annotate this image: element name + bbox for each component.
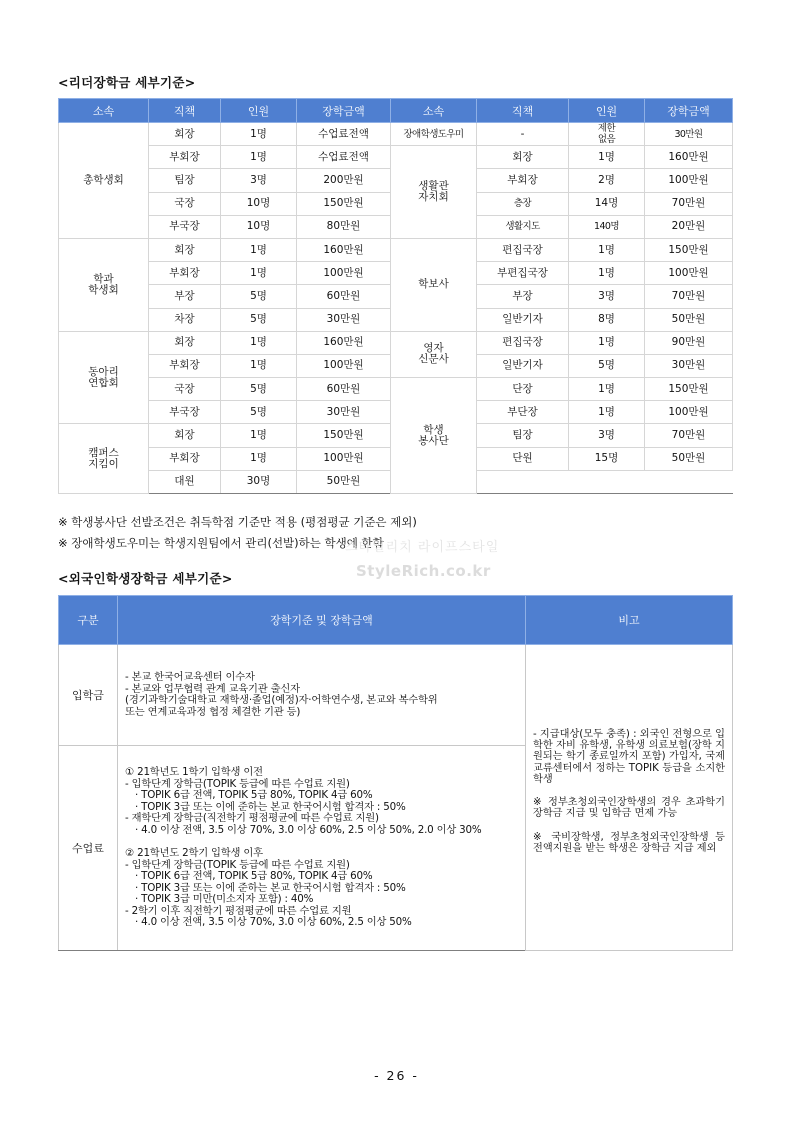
col-header: 직책 — [149, 99, 221, 123]
table-header-row — [59, 99, 733, 123]
amount: 20만원 — [645, 215, 733, 238]
count: 1명 — [221, 238, 297, 261]
criteria-line: 또는 연계교육과정 협정 체결한 기관 등) — [125, 705, 301, 718]
position: 국장 — [149, 192, 221, 215]
count: 8명 — [569, 308, 645, 331]
amount: 70만원 — [645, 192, 733, 215]
count: 10명 — [221, 192, 297, 215]
amount: 160만원 — [297, 238, 391, 261]
amount: 150만원 — [645, 238, 733, 261]
col-header: 장학금액 — [297, 99, 391, 123]
criteria-line: · 4.0 이상 전액, 3.5 이상 70%, 3.0 이상 60%, 2.5 이상 50% — [135, 916, 412, 929]
criteria-line: - 본교와 업무협력 관계 교육기관 출신자 — [125, 682, 300, 695]
position: 생활지도 — [477, 215, 569, 238]
position: 부회장 — [149, 146, 221, 169]
criteria-line: - 2학기 이후 직전학기 평점평균에 따른 수업료 지원 — [125, 904, 352, 917]
count: 1명 — [569, 401, 645, 424]
criteria-line: - 입학단계 장학금(TOPIK 등급에 따른 수업료 지원) — [125, 858, 350, 871]
position: 부국장 — [149, 215, 221, 238]
count: 1명 — [221, 123, 297, 146]
position: 부회장 — [477, 169, 569, 192]
count: 10명 — [221, 215, 297, 238]
position: 회장 — [149, 238, 221, 261]
amount: 200만원 — [297, 169, 391, 192]
position: 편집국장 — [477, 331, 569, 354]
amount: 30만원 — [297, 401, 391, 424]
amount: 30만원 — [297, 308, 391, 331]
count: 제한 없음 — [569, 123, 645, 146]
amount: 50만원 — [645, 308, 733, 331]
position: 팀장 — [149, 169, 221, 192]
amount: 수업료전액 — [297, 146, 391, 169]
count: 3명 — [569, 285, 645, 308]
group-name: 장애학생도우미 — [391, 123, 477, 146]
remarks — [526, 645, 733, 951]
col-header: 장학기준 및 장학금액 — [118, 596, 526, 645]
count: 3명 — [569, 424, 645, 447]
foreign-scholarship-table — [58, 595, 733, 951]
count: 1명 — [569, 262, 645, 285]
count: 15명 — [569, 447, 645, 470]
position: 부편집국장 — [477, 262, 569, 285]
criteria-line: ① 21학년도 1학기 입학생 이전 — [125, 766, 263, 779]
amount: 30만원 — [645, 123, 733, 146]
position: 회장 — [149, 331, 221, 354]
position: 회장 — [477, 146, 569, 169]
count: 14명 — [569, 192, 645, 215]
category-admission: 입학금 — [59, 645, 118, 746]
amount: 100만원 — [297, 447, 391, 470]
count: 2명 — [569, 169, 645, 192]
group-name: 총학생회 — [59, 123, 149, 239]
count: 140명 — [569, 215, 645, 238]
page-number: - 26 - — [374, 1068, 419, 1083]
position: 부국장 — [149, 401, 221, 424]
criteria-line: (경기과학기술대학교 재학생·졸업(예정)자·어학연수생, 본교와 복수학위 — [125, 694, 438, 706]
admission-criteria — [118, 645, 526, 746]
count: 5명 — [569, 354, 645, 377]
position: 팀장 — [477, 424, 569, 447]
count: 5명 — [221, 401, 297, 424]
table-row — [59, 331, 733, 354]
group-name: 학생 봉사단 — [391, 378, 477, 494]
position: 차장 — [149, 308, 221, 331]
position: 편집국장 — [477, 238, 569, 261]
amount: 150만원 — [297, 192, 391, 215]
criteria-line: - 입학단계 장학금(TOPIK 등급에 따른 수업료 지원) — [125, 777, 350, 790]
col-header: 직책 — [477, 99, 569, 123]
group-name: 캠퍼스 지킴이 — [59, 424, 149, 494]
note-item: ※ 학생봉사단 선발조건은 취득학점 기준만 적용 (평점평균 기준은 제외) — [58, 515, 417, 529]
col-header: 비고 — [526, 596, 733, 645]
table-header-row — [59, 596, 733, 645]
note-item: ※ 장애학생도우미는 학생지원팀에서 관리(선발)하는 학생에 한함 — [58, 536, 384, 550]
amount: 70만원 — [645, 285, 733, 308]
position: 일반기자 — [477, 354, 569, 377]
group-name: 생활관 자치회 — [391, 146, 477, 239]
count: 1명 — [221, 262, 297, 285]
amount: 150만원 — [645, 378, 733, 401]
position: 단장 — [477, 378, 569, 401]
table-row — [59, 123, 733, 146]
amount: 100만원 — [645, 169, 733, 192]
col-header: 인원 — [569, 99, 645, 123]
amount: 30만원 — [645, 354, 733, 377]
table-row — [59, 238, 733, 261]
count: 1명 — [221, 331, 297, 354]
category-tuition: 수업료 — [59, 746, 118, 951]
col-header: 인원 — [221, 99, 297, 123]
count: 1명 — [569, 331, 645, 354]
amount: 160만원 — [297, 331, 391, 354]
count: 5명 — [221, 285, 297, 308]
count: 1명 — [221, 447, 297, 470]
amount: 60만원 — [297, 285, 391, 308]
criteria-line: ② 21학년도 2학기 입학생 이후 — [125, 847, 263, 860]
count: 1명 — [221, 146, 297, 169]
position: 국장 — [149, 378, 221, 401]
amount: 100만원 — [645, 262, 733, 285]
amount: 80만원 — [297, 215, 391, 238]
count: 1명 — [569, 146, 645, 169]
group-name: 학보사 — [391, 238, 477, 331]
table-row — [59, 146, 733, 169]
remark-item: ※ 정부초청외국인장학생의 경우 초과학기 장학금 지급 및 입학금 면제 가능 — [533, 797, 725, 820]
criteria-line: · TOPIK 3급 또는 이에 준하는 본교 한국어시험 합격자 : 50% — [135, 800, 406, 813]
count: 1명 — [221, 424, 297, 447]
position: 부회장 — [149, 262, 221, 285]
position: 회장 — [149, 123, 221, 146]
remark-item: - 지급대상(모두 충족) : 외국인 전형으로 입학한 자비 유학생, 유학생 의료보험(장학 지원되는 학기 종료일까지 포함) 가입자, 국제교류센터에서 정하는 TOPIK 등급을 소지한 학생 — [533, 729, 725, 785]
count: 3명 — [221, 169, 297, 192]
remark-item: ※ 국비장학생, 정부초청외국인장학생 등 전액지원을 받는 학생은 장학금 지급 제외 — [533, 831, 725, 854]
amount: 160만원 — [645, 146, 733, 169]
criteria-line: · TOPIK 3급 미만(미소지자 포함) : 40% — [135, 893, 314, 906]
col-header: 구분 — [59, 596, 118, 645]
amount: 60만원 — [297, 378, 391, 401]
criteria-line: · TOPIK 3급 또는 이에 준하는 본교 한국어시험 합격자 : 50% — [135, 881, 406, 894]
count: 5명 — [221, 378, 297, 401]
criteria-line: - 재학단계 장학금(직전학기 평점평균에 따른 수업료 지원) — [125, 812, 379, 825]
col-header: 장학금액 — [645, 99, 733, 123]
position: 대원 — [149, 470, 221, 493]
empty-cell — [477, 470, 733, 493]
col-header: 소속 — [59, 99, 149, 123]
table-row — [59, 645, 733, 746]
count: 5명 — [221, 308, 297, 331]
criteria-line: · 4.0 이상 전액, 3.5 이상 70%, 3.0 이상 60%, 2.5 이상 50%, 2.0 이상 30% — [135, 823, 482, 836]
criteria-line: · TOPIK 6급 전액, TOPIK 5급 80%, TOPIK 4급 60% — [135, 789, 373, 802]
count: 1명 — [221, 354, 297, 377]
amount: 50만원 — [297, 470, 391, 493]
leader-scholarship-title: <리더장학금 세부기준> — [58, 75, 196, 90]
position: 일반기자 — [477, 308, 569, 331]
table-row — [59, 378, 733, 401]
position: 부회장 — [149, 447, 221, 470]
amount: 150만원 — [297, 424, 391, 447]
amount: 수업료전액 — [297, 123, 391, 146]
criteria-line: - 본교 한국어교육센터 이수자 — [125, 671, 255, 683]
amount: 90만원 — [645, 331, 733, 354]
foreign-scholarship-title: <외국인학생장학금 세부기준> — [58, 571, 233, 586]
count: 30명 — [221, 470, 297, 493]
criteria-line: · TOPIK 6급 전액, TOPIK 5급 80%, TOPIK 4급 60% — [135, 870, 373, 883]
position: 단원 — [477, 447, 569, 470]
group-name: 영자 신문사 — [391, 331, 477, 377]
position: 부장 — [149, 285, 221, 308]
amount: 100만원 — [645, 401, 733, 424]
count: 1명 — [569, 238, 645, 261]
amount: 100만원 — [297, 354, 391, 377]
group-name: 동아리 연합회 — [59, 331, 149, 424]
position: - — [477, 123, 569, 146]
count: 1명 — [569, 378, 645, 401]
position: 회장 — [149, 424, 221, 447]
position: 부장 — [477, 285, 569, 308]
watermark-url: StyleRich.co.kr — [356, 562, 491, 580]
tuition-criteria — [118, 746, 526, 951]
amount: 50만원 — [645, 447, 733, 470]
position: 층장 — [477, 192, 569, 215]
leader-scholarship-table — [58, 98, 733, 494]
position: 부회장 — [149, 354, 221, 377]
col-header: 소속 — [391, 99, 477, 123]
amount: 70만원 — [645, 424, 733, 447]
group-name: 학과 학생회 — [59, 238, 149, 331]
watermark-text: 스타일리치 라이프스타일 — [345, 540, 500, 555]
position: 부단장 — [477, 401, 569, 424]
amount: 100만원 — [297, 262, 391, 285]
